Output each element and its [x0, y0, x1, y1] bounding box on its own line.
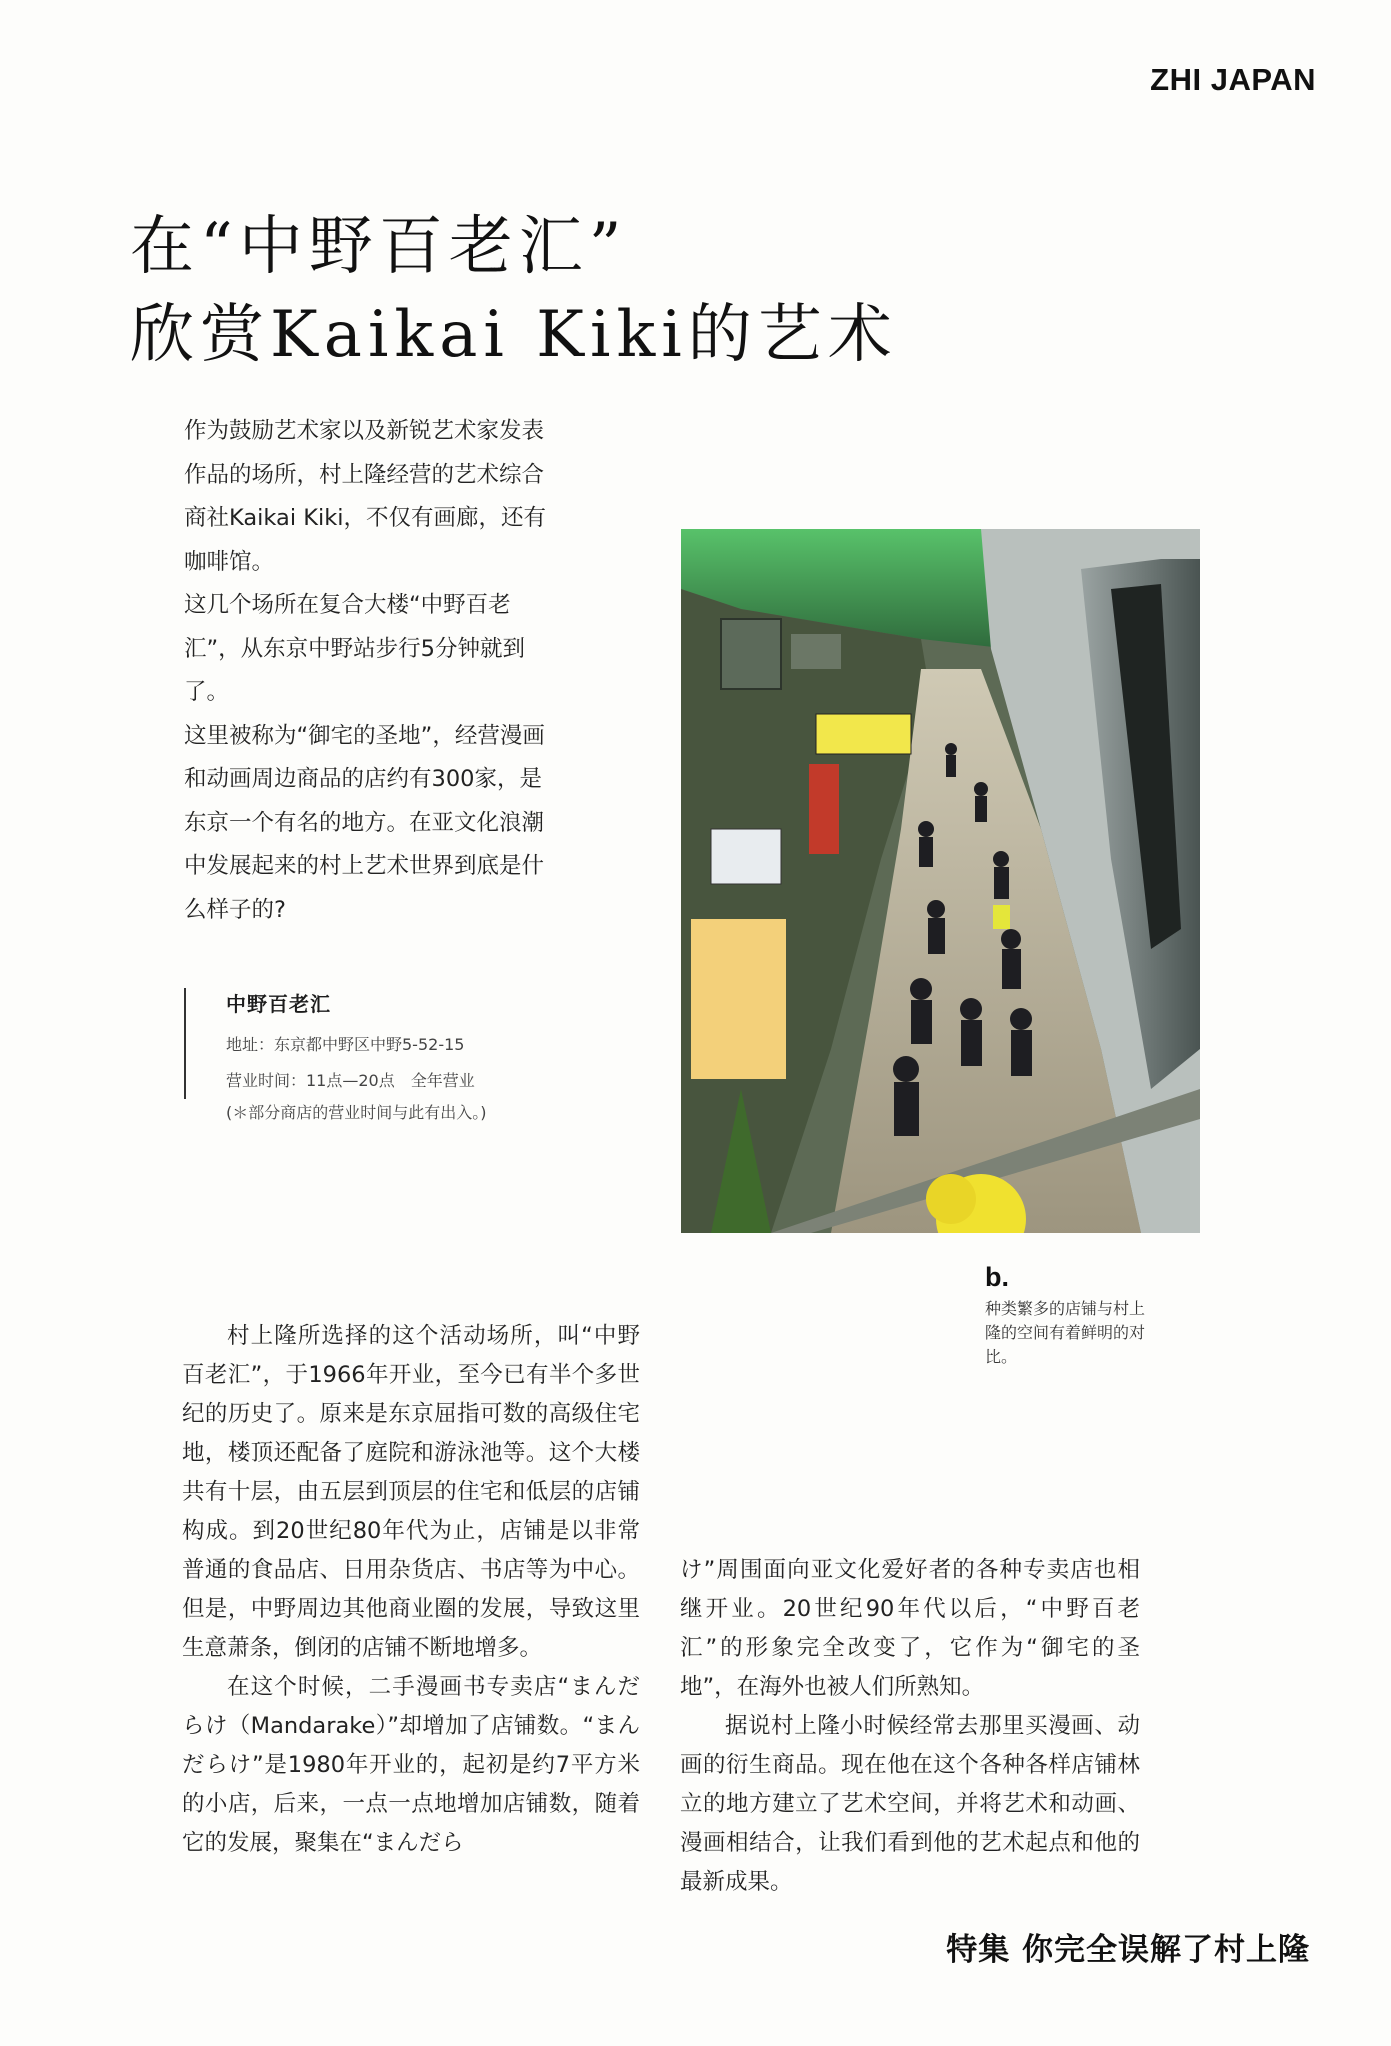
body-paragraph: 据说村上隆小时候经常去那里买漫画、动画的衍生商品。现在他在这个各种各样店铺林立的地方建立了艺术空间，并将艺术和动画、漫画相结合，让我们看到他的艺术起点和他的最新成果。 [680, 1713, 1140, 1895]
intro-text [184, 410, 554, 932]
venue-info-box [184, 988, 646, 1099]
venue-address: 地址：东京都中野区中野5-52-15 [226, 1035, 465, 1054]
photo-caption [985, 1262, 1155, 1369]
intro-paragraph: 这里被称为“御宅的圣地”，经营漫画和动画周边商品的店约有300家，是东京一个有名的地方。在亚文化浪潮中发展起来的村上艺术世界到底是什么样子的? [184, 722, 545, 923]
body-paragraph: 在这个时候，二手漫画书专卖店“まんだらけ（Mandarake）”却增加了店铺数。“まんだらけ”是1980年开业的，起初是约7平方米的小店，后来，一点一点地增加店铺数，随着它的发展，聚集在“まんだら [182, 1674, 640, 1856]
article-title [130, 203, 1280, 379]
body-column-right [680, 1551, 1140, 1902]
magazine-brand: ZHI JAPAN [1150, 62, 1316, 97]
section-footer: 特集 你完全误解了村上隆 [946, 1932, 1310, 1968]
arcade-photo-illustration [681, 529, 1200, 1233]
arcade-photo [681, 529, 1200, 1233]
title-line-2: 欣赏Kaikai Kiki的艺术 [130, 298, 898, 372]
intro-paragraph: 作为鼓励艺术家以及新锐艺术家发表作品的场所，村上隆经营的艺术综合商社Kaikai Kiki，不仅有画廊，还有咖啡馆。 [184, 418, 547, 575]
venue-hours-note: (＊部分商店的营业时间与此有出入。) [226, 1103, 487, 1122]
caption-text: 种类繁多的店铺与村上隆的空间有着鲜明的对比。 [985, 1299, 1146, 1366]
caption-letter: b. [985, 1262, 1009, 1292]
intro-paragraph: 这几个场所在复合大楼“中野百老汇”，从东京中野站步行5分钟就到了。 [184, 592, 525, 705]
venue-name: 中野百老汇 [226, 992, 331, 1016]
body-paragraph: け”周围面向亚文化爱好者的各种专卖店也相继开业。20世纪90年代以后，“中野百老汇”的形象完全改变了，它作为“御宅的圣地”，在海外也被人们所熟知。 [680, 1557, 1140, 1700]
venue-hours: 营业时间：11点—20点 全年营业 [226, 1071, 475, 1090]
body-paragraph: 村上隆所选择的这个活动场所，叫“中野百老汇”，于1966年开业，至今已有半个多世纪的历史了。原来是东京屈指可数的高级住宅地，楼顶还配备了庭院和游泳池等。这个大楼共有十层，由五层到顶层的住宅和低层的店铺构成。到20世纪80年代为止，店铺是以非常普通的食品店、日用杂货店、书店等为中心。但是，中野周边其他商业圈的发展，导致这里生意萧条，倒闭的店铺不断地增多。 [182, 1323, 640, 1661]
body-column-left [182, 1317, 640, 1863]
title-line-1: 在“中野百老汇” [130, 210, 628, 284]
